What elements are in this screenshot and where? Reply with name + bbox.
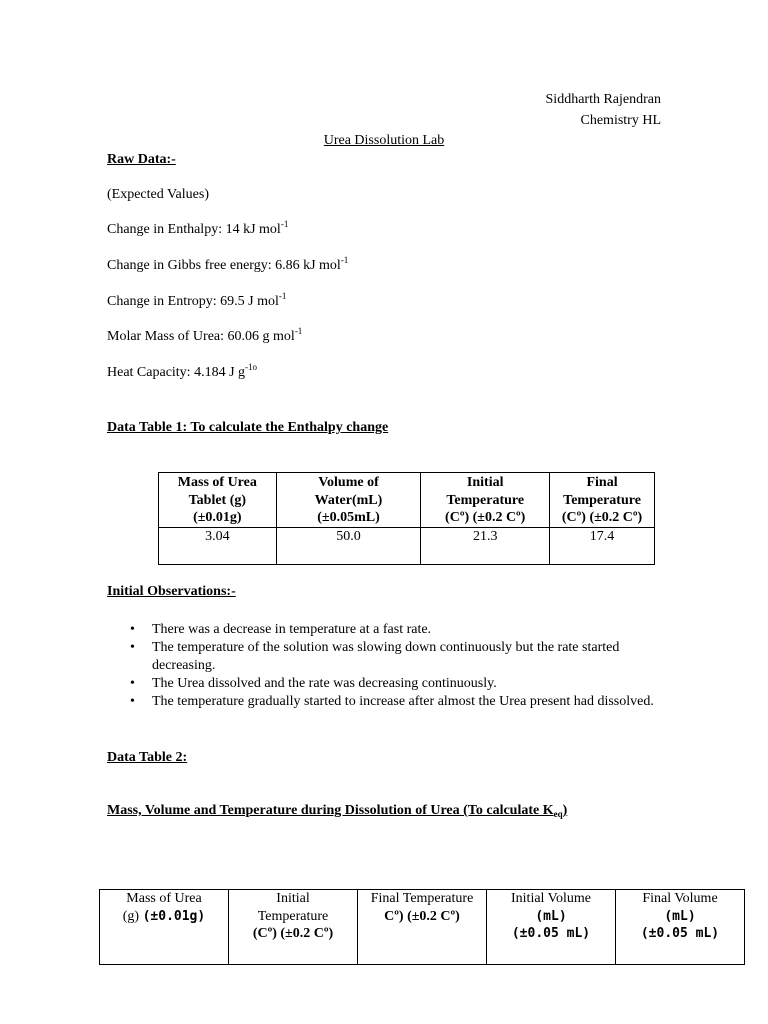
table-header-row [159,473,655,528]
table-row [159,527,655,564]
enthalpy-data-table [158,472,655,565]
header-cell-initial-temp: Initial Temperature (Cº) (±0.2 Cº) [421,473,550,528]
header-cell-initial-volume: Initial Volume (mL) (±0.05 mL) [487,890,616,965]
author-name: Siddharth Rajendran [545,92,661,107]
cell-final-temp-value: 17.4 [550,527,655,564]
cell-mass-value: 3.04 [159,527,277,564]
list-item: • The Urea dissolved and the rate was decreasing continuously. [107,675,667,693]
course-name: Chemistry HL [580,113,661,128]
molar-mass-line: Molar Mass of Urea: 60.06 g mol$^{-1}$ [107,326,303,344]
document-title: Urea Dissolution Lab [323,133,445,148]
header-cell-final-volume: Final Volume (mL) (±0.05 mL) [616,890,745,965]
heat-capacity-line: Heat Capacity: 4.184 J $g^{-1o}$ [107,362,258,380]
cell-volume-value: 50.0 [276,527,421,564]
raw-data-heading: Raw Data:- [107,152,176,167]
header-cell-volume: Volume of Water(mL) (±0.05mL) [276,473,421,528]
entropy-line: Change in Entropy: 69.5 J mol$^{-1}$ [107,291,287,309]
dissolution-data-table [99,889,745,965]
list-item: • The temperature of the solution was slowing down continuously but the rate started decreasing. [107,639,667,675]
header-cell-mass: Mass of Urea Tablet (g) (±0.01g) [159,473,277,528]
expected-values-label: (Expected Values) [107,187,209,202]
observations-list [107,621,667,711]
cell-initial-temp-value: 21.3 [421,527,550,564]
header-cell-mass: Mass of Urea (g) (±0.01g) [100,890,229,965]
table2-caption: Mass, Volume and Temperature during Dissolution of Urea (To calculate $K_{eq}$) [107,803,568,819]
table1-heading: Data Table 1: To calculate the Enthalpy change [107,420,389,435]
table2-heading: Data Table 2: [107,750,188,765]
observations-heading: Initial Observations:- [107,584,236,599]
header-cell-initial-temp: Initial Temperature (Cº) (±0.2 Cº) [229,890,358,965]
gibbs-line: Change in Gibbs free energy: 6.86 kJ mol$^{-1}$ [107,255,349,273]
header-cell-final-temp: Final Temperature (Cº) (±0.2 Cº) [550,473,655,528]
enthalpy-line: Change in Enthalpy: 14 kJ mol$^{-1}$ [107,219,289,237]
list-item: • There was a decrease in temperature at a fast rate. [107,621,667,639]
table-header-row [100,890,745,965]
header-cell-final-temp: Final Temperature Cº) (±0.2 Cº) [358,890,487,965]
list-item: • The temperature gradually started to increase after almost the Urea present had dissolved. [107,693,667,711]
